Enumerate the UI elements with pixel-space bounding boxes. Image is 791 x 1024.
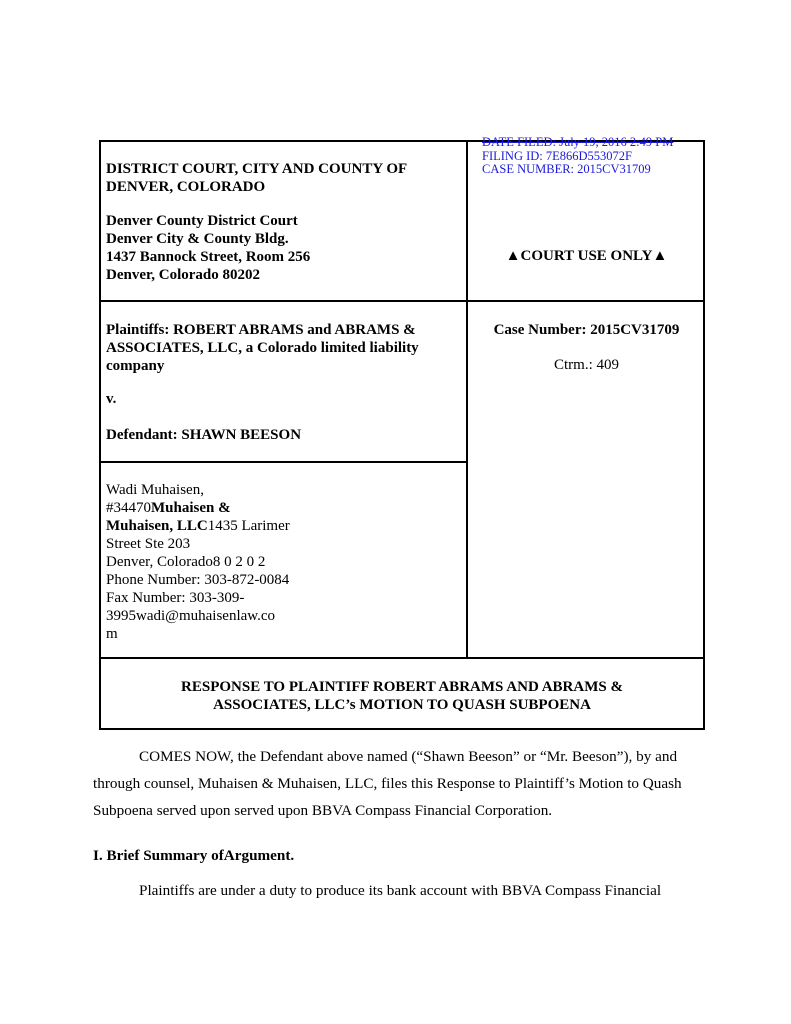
court-address [106, 212, 310, 284]
court-address-line4: Denver, Colorado 80202 [106, 267, 261, 283]
document-title [101, 678, 703, 714]
attorney-info [106, 481, 290, 643]
attorney-name: Wadi Muhaisen, [106, 482, 204, 498]
document-title-line2: ASSOCIATES, LLC’s MOTION TO QUASH SUBPOENA [213, 697, 591, 713]
versus: v. [106, 391, 117, 407]
court-name-line1: DISTRICT COURT, CITY AND COUNTY OF [106, 161, 408, 177]
plaintiffs-line1: Plaintiffs: ROBERT ABRAMS and ABRAMS & [106, 322, 416, 338]
email-line1: 3995wadi@muhaisenlaw.co [106, 608, 276, 624]
city-line: Denver, Colorado8 0 2 0 2 [106, 554, 266, 570]
street-part2: Street Ste 203 [106, 536, 191, 552]
filing-stamp [482, 136, 673, 177]
caption-divider-2 [99, 461, 468, 463]
caption-divider-3 [99, 657, 705, 659]
filing-id: FILING ID: 7E866D553072F [482, 148, 632, 163]
court-address-line1: Denver County District Court [106, 213, 298, 229]
firm-name-part1: Muhaisen & [151, 500, 231, 516]
email-line2: m [106, 626, 118, 642]
para2-line1: Plaintiffs are under a duty to produce its bank account with BBVA Compass Financial [139, 882, 662, 899]
fax-number: Fax Number: 303-309- [106, 590, 245, 606]
caption-divider-vertical [466, 140, 468, 658]
case-number: Case Number: 2015CV31709 [493, 322, 680, 338]
court-use-only: ▲COURT USE ONLY▲ [505, 248, 668, 264]
stamp-case-number: CASE NUMBER: 2015CV31709 [482, 162, 651, 176]
court-address-line2: Denver City & County Bldg. [106, 231, 289, 247]
body-paragraph-1 [93, 743, 703, 824]
caption-divider-1 [99, 300, 705, 302]
firm-name-part2: Muhaisen, LLC [106, 518, 208, 534]
courtroom: Ctrm.: 409 [553, 357, 619, 373]
date-filed: DATE FILED: July 19, 2016 2:49 PM [482, 135, 674, 149]
para1-line2: through counsel, Muhaisen & Muhaisen, LLC, files this Response to Plaintiff’s Motion to Quash [93, 775, 682, 792]
firm-line [106, 517, 290, 535]
body-paragraph-2 [93, 877, 703, 904]
plaintiffs-line3: company [106, 358, 165, 374]
court-address-line3: 1437 Bannock Street, Room 256 [106, 249, 311, 265]
para1-line1: COMES NOW, the Defendant above named (“Shawn Beeson” or “Mr. Beeson”), by and [139, 748, 678, 765]
court-name-line2: DENVER, COLORADO [106, 179, 266, 195]
attorney-reg-number: #34470 [106, 500, 151, 516]
document-title-line1: RESPONSE TO PLAINTIFF ROBERT ABRAMS AND ABRAMS & [181, 679, 623, 695]
plaintiffs-line2: ASSOCIATES, LLC, a Colorado limited liability [106, 340, 419, 356]
section-heading: I. Brief Summary ofArgument. [93, 847, 295, 864]
para1-line3: Subpoena served upon served upon BBVA Compass Financial Corporation. [93, 802, 553, 819]
court-name [106, 160, 407, 196]
attorney-reg-line [106, 499, 290, 517]
street-part1: 1435 Larimer [207, 518, 290, 534]
phone-number: Phone Number: 303-872-0084 [106, 572, 290, 588]
defendant: Defendant: SHAWN BEESON [106, 427, 302, 443]
plaintiffs [106, 321, 419, 375]
